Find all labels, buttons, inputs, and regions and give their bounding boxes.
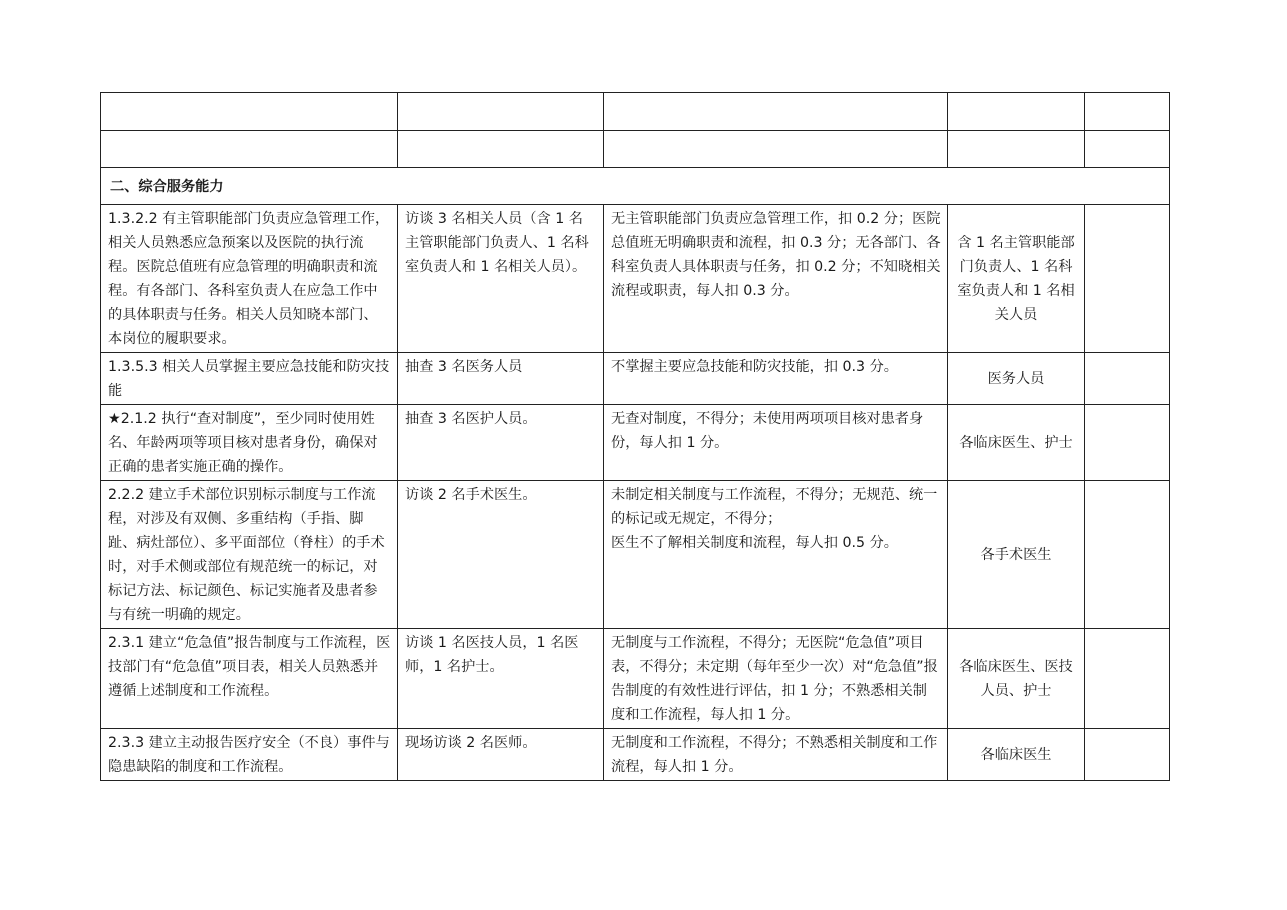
method-cell: 抽查 3 名医务人员	[398, 353, 604, 405]
item-cell: 1.3.2.2 有主管职能部门负责应急管理工作，相关人员熟悉应急预案以及医院的执行流程。医院总值班有应急管理的明确职责和流程。有各部门、各科室负责人在应急工作中的具体职责与任务。相关人员知晓本部门、本岗位的履职要求。	[101, 205, 398, 353]
target-cell: 含 1 名主管职能部门负责人、1 名科室负责人和 1 名相关人员	[948, 205, 1085, 353]
score-cell	[1085, 353, 1170, 405]
score-cell	[1085, 205, 1170, 353]
empty-cell	[604, 131, 948, 168]
table-row	[101, 629, 1170, 729]
empty-cell	[948, 93, 1085, 131]
target-cell: 各临床医生、医技人员、护士	[948, 629, 1085, 729]
empty-cell	[948, 131, 1085, 168]
empty-cell	[398, 131, 604, 168]
score-cell	[1085, 729, 1170, 781]
empty-row-2	[101, 131, 1170, 168]
deduction-line: 不掌握主要应急技能和防灾技能，扣 0.3 分。	[611, 359, 898, 375]
target-cell: 医务人员	[948, 353, 1085, 405]
deduction-cell	[604, 729, 948, 781]
assessment-table	[100, 92, 1170, 781]
empty-cell	[1085, 93, 1170, 131]
deduction-line: 未制定相关制度与工作流程，不得分；无规范、统一的标记或无规定，不得分；	[611, 487, 938, 527]
table-row	[101, 729, 1170, 781]
score-cell	[1085, 405, 1170, 481]
deduction-line: 医生不了解相关制度和流程，每人扣 0.5 分。	[611, 535, 898, 551]
method-cell: 抽查 3 名医护人员。	[398, 405, 604, 481]
empty-cell	[398, 93, 604, 131]
method-cell: 现场访谈 2 名医师。	[398, 729, 604, 781]
deduction-line: 无制度与工作流程，不得分；无医院“危急值”项目表，不得分；未定期（每年至少一次）对“危急值”报告制度的有效性进行评估，扣 1 分；不熟悉相关制度和工作流程，每人扣 1 分。	[611, 635, 938, 723]
deduction-line: 无查对制度，不得分；未使用两项项目核对患者身份，每人扣 1 分。	[611, 411, 924, 451]
score-cell	[1085, 629, 1170, 729]
table-row	[101, 481, 1170, 629]
deduction-line: 无主管职能部门负责应急管理工作，扣 0.2 分；医院总值班无明确职责和流程，扣 0.3 分；无各部门、各科室负责人具体职责与任务，扣 0.2 分；不知晓相关流程或职责，每人扣 0.3 分。	[611, 211, 941, 299]
empty-cell	[101, 131, 398, 168]
method-cell: 访谈 3 名相关人员（含 1 名主管职能部门负责人、1 名科室负责人和 1 名相关人员）。	[398, 205, 604, 353]
deduction-cell	[604, 405, 948, 481]
section-title: 二、综合服务能力	[101, 168, 1170, 205]
item-cell: ★2.1.2 执行“查对制度”，至少同时使用姓名、年龄两项等项目核对患者身份，确保对正确的患者实施正确的操作。	[101, 405, 398, 481]
table-row	[101, 405, 1170, 481]
empty-cell	[101, 93, 398, 131]
deduction-cell	[604, 481, 948, 629]
target-cell: 各临床医生	[948, 729, 1085, 781]
empty-cell	[604, 93, 948, 131]
item-cell: 1.3.5.3 相关人员掌握主要应急技能和防灾技能	[101, 353, 398, 405]
item-cell: 2.2.2 建立手术部位识别标示制度与工作流程，对涉及有双侧、多重结构（手指、脚趾、病灶部位）、多平面部位（脊柱）的手术时，对手术侧或部位有规范统一的标记，对标记方法、标记颜色、标记实施者及患者参与有统一明确的规定。	[101, 481, 398, 629]
target-cell: 各手术医生	[948, 481, 1085, 629]
item-cell: 2.3.3 建立主动报告医疗安全（不良）事件与隐患缺陷的制度和工作流程。	[101, 729, 398, 781]
empty-cell	[1085, 131, 1170, 168]
deduction-line: 无制度和工作流程，不得分；不熟悉相关制度和工作流程，每人扣 1 分。	[611, 735, 938, 775]
method-cell: 访谈 1 名医技人员，1 名医师，1 名护士。	[398, 629, 604, 729]
target-cell: 各临床医生、护士	[948, 405, 1085, 481]
deduction-cell	[604, 205, 948, 353]
score-cell	[1085, 481, 1170, 629]
table-row	[101, 353, 1170, 405]
item-cell: 2.3.1 建立“危急值”报告制度与工作流程，医技部门有“危急值”项目表，相关人员熟悉并遵循上述制度和工作流程。	[101, 629, 398, 729]
section-row	[101, 168, 1170, 205]
table-row	[101, 205, 1170, 353]
method-cell: 访谈 2 名手术医生。	[398, 481, 604, 629]
deduction-cell	[604, 353, 948, 405]
deduction-cell	[604, 629, 948, 729]
empty-row-1	[101, 93, 1170, 131]
